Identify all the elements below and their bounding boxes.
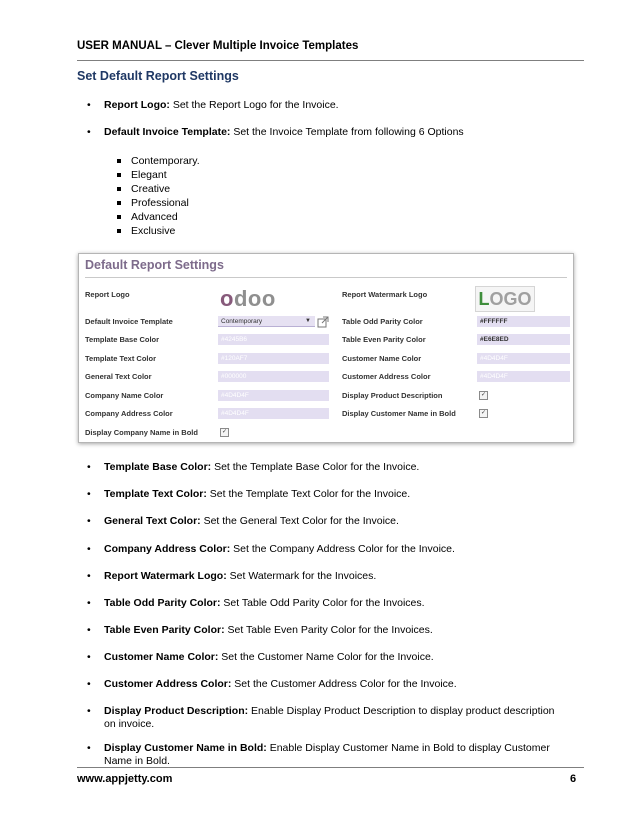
label-customer-address-color: Customer Address Color (342, 372, 431, 381)
bullet-general-text-color: • General Text Color: Set the General Text Color for the Invoice. (87, 515, 567, 528)
bullet-table-even-parity-color: • Table Even Parity Color: Set Table Even Parity Color for the Invoices. (87, 624, 567, 637)
template-option: Advanced (117, 211, 178, 224)
external-link-icon[interactable] (317, 315, 329, 327)
bullet-customer-name-color: • Customer Name Color: Set the Customer Name Color for the Invoice. (87, 651, 567, 664)
label-template-text-color: Template Text Color (85, 354, 156, 363)
template-option: Contemporary. (117, 155, 200, 168)
bullet-template-base-color: • Template Base Color: Set the Template Base Color for the Invoice. (87, 461, 567, 474)
footer-website: www.appjetty.com (77, 773, 173, 785)
label-report-watermark-logo: Report Watermark Logo (342, 290, 428, 299)
bullet-table-odd-parity-color: • Table Odd Parity Color: Set Table Odd Parity Color for the Invoices. (87, 597, 567, 610)
label-customer-name-color: Customer Name Color (342, 354, 422, 363)
screenshot-divider (85, 277, 567, 278)
label-template-base-color: Template Base Color (85, 335, 160, 344)
bullet-template-text-color: • Template Text Color: Set the Template Text Color for the Invoice. (87, 488, 567, 501)
label-general-text-color: General Text Color (85, 372, 152, 381)
template-select[interactable]: Contemporary ▼ (218, 316, 315, 327)
footer-divider (77, 767, 584, 768)
template-option: Professional (117, 197, 189, 210)
template-option: Creative (117, 183, 170, 196)
default-report-settings-screenshot (78, 253, 574, 443)
label-report-logo: Report Logo (85, 290, 130, 299)
table-odd-parity-color-input[interactable]: #FFFFFF (477, 316, 570, 327)
header-divider (77, 60, 584, 61)
label-display-customer-name-bold: Display Customer Name in Bold (342, 409, 456, 418)
odoo-logo: odoo (220, 286, 276, 311)
template-text-color-input[interactable]: #120AF7 (218, 353, 329, 364)
customer-name-color-input[interactable]: #4D4D4F (477, 353, 570, 364)
company-address-color-input[interactable]: #4D4D4F (218, 408, 329, 419)
chevron-down-icon: ▼ (305, 318, 311, 324)
watermark-logo-image[interactable]: LOGO (475, 286, 535, 312)
template-option: Exclusive (117, 225, 175, 238)
display-product-description-checkbox[interactable]: ✓ (480, 392, 487, 398)
bullet-display-customer-name-bold: • Display Customer Name in Bold: Enable Display Customer Name in Bold to display Customer Name in Bold. (87, 742, 567, 768)
bullet-company-address-color: • Company Address Color: Set the Company Address Color for the Invoice. (87, 543, 567, 556)
section-title: Set Default Report Settings (77, 69, 239, 83)
label-display-product-description: Display Product Description (342, 391, 443, 400)
page-number: 6 (570, 773, 577, 785)
bullet-report-watermark-logo: • Report Watermark Logo: Set Watermark for the Invoices. (87, 570, 567, 583)
bullet-display-product-description: • Display Product Description: Enable Display Product Description to display product description on invoice. (87, 705, 567, 731)
label-company-address-color: Company Address Color (85, 409, 173, 418)
label-display-company-name-bold: Display Company Name in Bold (85, 428, 198, 437)
label-table-even-parity-color: Table Even Parity Color (342, 335, 426, 344)
display-company-name-bold-checkbox[interactable]: ✓ (221, 429, 228, 435)
bullet-default-invoice-template: • Default Invoice Template: Set the Invoice Template from following 6 Options (87, 126, 567, 139)
template-option: Elegant (117, 169, 167, 182)
page-header-title: USER MANUAL – Clever Multiple Invoice Templates (77, 40, 359, 52)
company-name-color-input[interactable]: #4D4D4F (218, 390, 329, 401)
screenshot-title: Default Report Settings (85, 258, 224, 272)
label-default-invoice-template: Default Invoice Template (85, 317, 173, 326)
template-base-color-input[interactable]: #4245B6 (218, 334, 329, 345)
display-customer-name-bold-checkbox[interactable]: ✓ (480, 410, 487, 416)
general-text-color-input[interactable]: #000000 (218, 371, 329, 382)
customer-address-color-input[interactable]: #4D4D4F (477, 371, 570, 382)
label-company-name-color: Company Name Color (85, 391, 164, 400)
bullet-report-logo: • Report Logo: Set the Report Logo for the Invoice. (87, 99, 567, 112)
label-table-odd-parity-color: Table Odd Parity Color (342, 317, 423, 326)
table-even-parity-color-input[interactable]: #E6E8ED (477, 334, 570, 345)
bullet-customer-address-color: • Customer Address Color: Set the Customer Address Color for the Invoice. (87, 678, 567, 691)
